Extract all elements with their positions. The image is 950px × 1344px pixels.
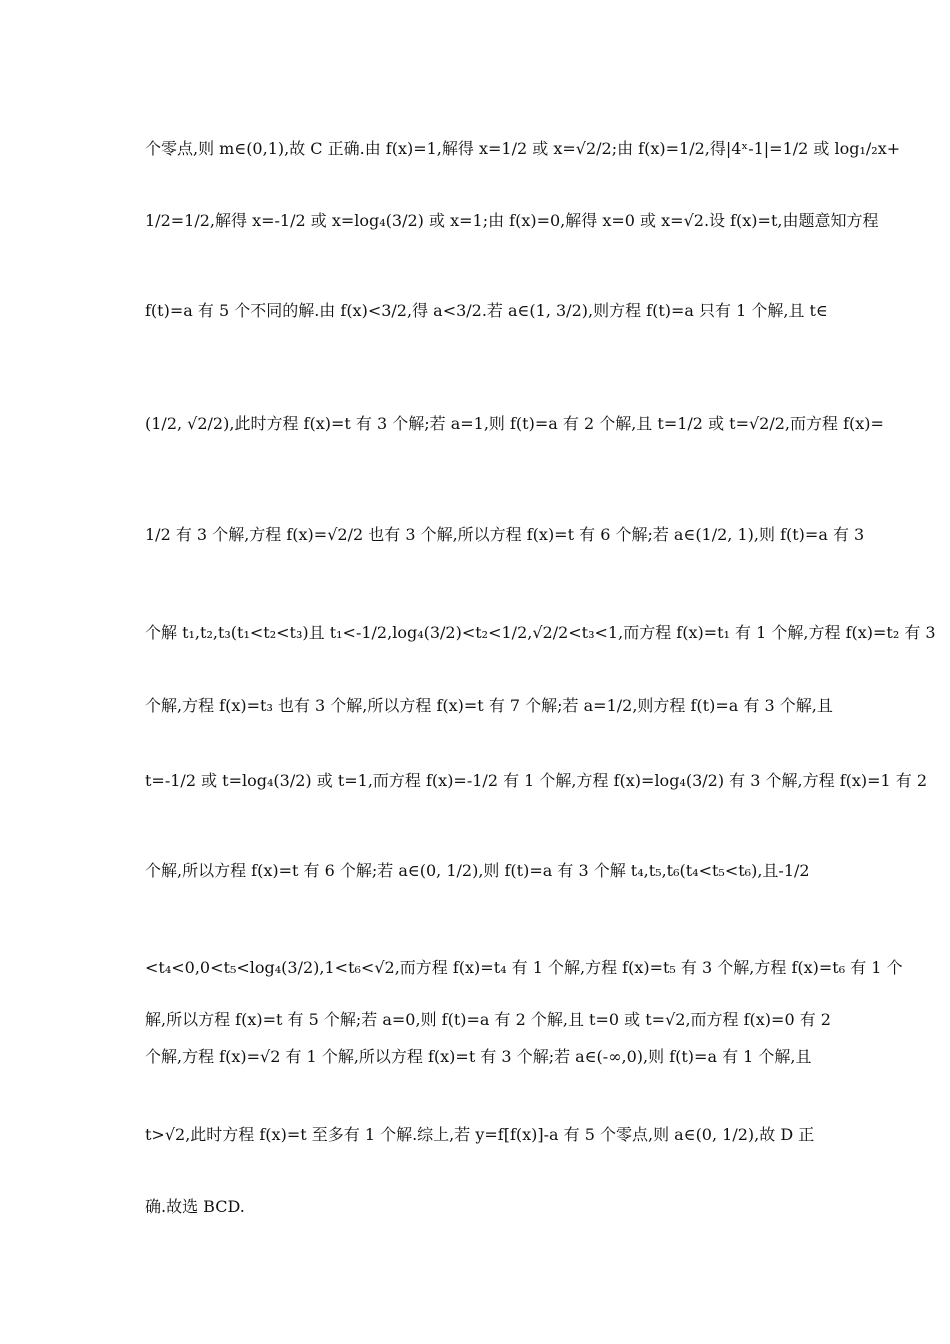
text-line-14-content: 确.故选 BCD. <box>145 1197 245 1216</box>
text-line-4 <box>145 411 884 437</box>
text-line-6 <box>145 620 936 646</box>
text-line-7-content: 个解,方程 f(x)=t₃ 也有 3 个解,所以方程 f(x)=t 有 7 个解;若 a=1/2,则方程 f(t)=a 有 3 个解,且 <box>145 696 833 715</box>
text-line-4-content: (1/2, √2/2),此时方程 f(x)=t 有 3 个解;若 a=1,则 f(t)=a 有 2 个解,且 t=1/2 或 t=√2/2,而方程 f(x)= <box>145 414 884 433</box>
text-line-8 <box>145 768 928 794</box>
text-line-10 <box>145 955 903 981</box>
text-line-13 <box>145 1122 815 1148</box>
text-line-7 <box>145 693 833 719</box>
text-line-8-content: t=-1/2 或 t=log₄(3/2) 或 t=1,而方程 f(x)=-1/2 有 1 个解,方程 f(x)=log₄(3/2) 有 3 个解,方程 f(x)=1 有 2 <box>145 771 928 790</box>
text-line-12 <box>145 1044 810 1070</box>
text-line-9-content: 个解,所以方程 f(x)=t 有 6 个解;若 a∈(0, 1/2),则 f(t)=a 有 3 个解 t₄,t₅,t₆(t₄<t₅<t₆),且-1/2 <box>145 861 810 880</box>
text-line-1-content: 个零点,则 m∈(0,1),故 C 正确.由 f(x)=1,解得 x=1/2 或 x=√2/2;由 f(x)=1/2,得|4ˣ-1|=1/2 或 log₁/₂x+ <box>145 139 901 158</box>
text-line-11 <box>145 1007 831 1033</box>
text-line-1 <box>145 136 901 162</box>
text-line-9 <box>145 858 810 884</box>
text-line-3-content: f(t)=a 有 5 个不同的解.由 f(x)<3/2,得 a<3/2.若 a∈(1, 3/2),则方程 f(t)=a 只有 1 个解,且 t∈ <box>145 301 828 320</box>
text-line-2 <box>145 208 879 234</box>
text-line-3 <box>145 298 828 324</box>
text-line-5 <box>145 522 865 548</box>
text-line-5-content: 1/2 有 3 个解,方程 f(x)=√2/2 也有 3 个解,所以方程 f(x)=t 有 6 个解;若 a∈(1/2, 1),则 f(t)=a 有 3 <box>145 525 865 544</box>
text-line-14 <box>145 1194 810 1220</box>
text-line-12-content: 个解,方程 f(x)=√2 有 1 个解,所以方程 f(x)=t 有 3 个解;若 a∈(-∞,0),则 f(t)=a 有 1 个解,且 <box>145 1047 812 1066</box>
text-line-2-content: 1/2=1/2,解得 x=-1/2 或 x=log₄(3/2) 或 x=1;由 f(x)=0,解得 x=0 或 x=√2.设 f(x)=t,由题意知方程 <box>145 211 879 230</box>
text-line-13-content: t>√2,此时方程 f(x)=t 至多有 1 个解.综上,若 y=f[f(x)]-a 有 5 个零点,则 a∈(0, 1/2),故 D 正 <box>145 1125 815 1144</box>
text-line-6-content: 个解 t₁,t₂,t₃(t₁<t₂<t₃)且 t₁<-1/2,log₄(3/2)<t₂<1/2,√2/2<t₃<1,而方程 f(x)=t₁ 有 1 个解,方程 f(x)=t₂ 有 3 <box>145 623 936 642</box>
text-line-11-content: 解,所以方程 f(x)=t 有 5 个解;若 a=0,则 f(t)=a 有 2 个解,且 t=0 或 t=√2,而方程 f(x)=0 有 2 <box>145 1010 831 1029</box>
text-line-10-content: <t₄<0,0<t₅<log₄(3/2),1<t₆<√2,而方程 f(x)=t₄ 有 1 个解,方程 f(x)=t₅ 有 3 个解,方程 f(x)=t₆ 有 1 个 <box>145 958 903 977</box>
